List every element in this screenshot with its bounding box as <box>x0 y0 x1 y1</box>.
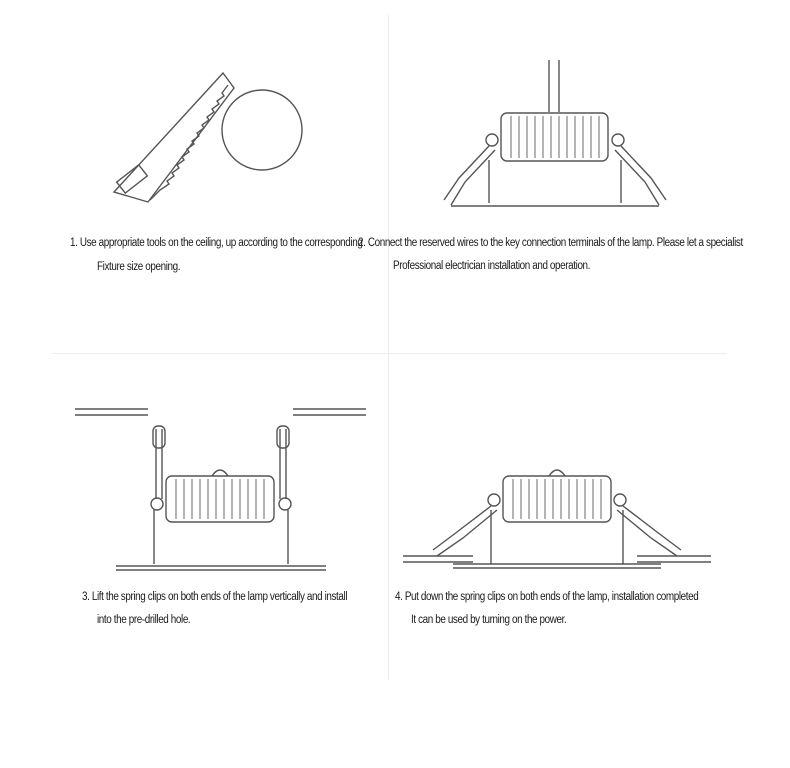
step-1-panel <box>0 0 388 353</box>
step-3-caption-line2: into the pre-drilled hole. <box>97 614 191 626</box>
step-4-caption-line2: It can be used by turning on the power. <box>411 614 567 626</box>
step-3-caption-line1: 3. Lift the spring clips on both ends of the lamp vertically and install <box>82 591 348 603</box>
step-2-caption-line2: Professional electrician installation and operation. <box>393 260 591 272</box>
step-1-caption-line1: 1. Use appropriate tools on the ceiling, up according to the corresponding <box>70 237 363 249</box>
lamp-with-wires-icon <box>389 0 790 230</box>
step-1-caption-line2: Fixture size opening. <box>97 261 181 273</box>
step-4-panel <box>389 354 790 680</box>
step-2-panel <box>358 0 790 353</box>
step-2-caption-line1: 2. Connect the reserved wires to the key connection terminals of the lamp. Please let a specialist <box>358 237 743 249</box>
saw-and-hole-icon <box>0 0 388 230</box>
step-3-panel <box>0 354 388 680</box>
lamp-installed-icon <box>389 354 790 584</box>
step-4-caption-line1: 4. Put down the spring clips on both ends of the lamp, installation completed <box>395 591 699 603</box>
lamp-clips-raised-icon <box>0 354 388 584</box>
